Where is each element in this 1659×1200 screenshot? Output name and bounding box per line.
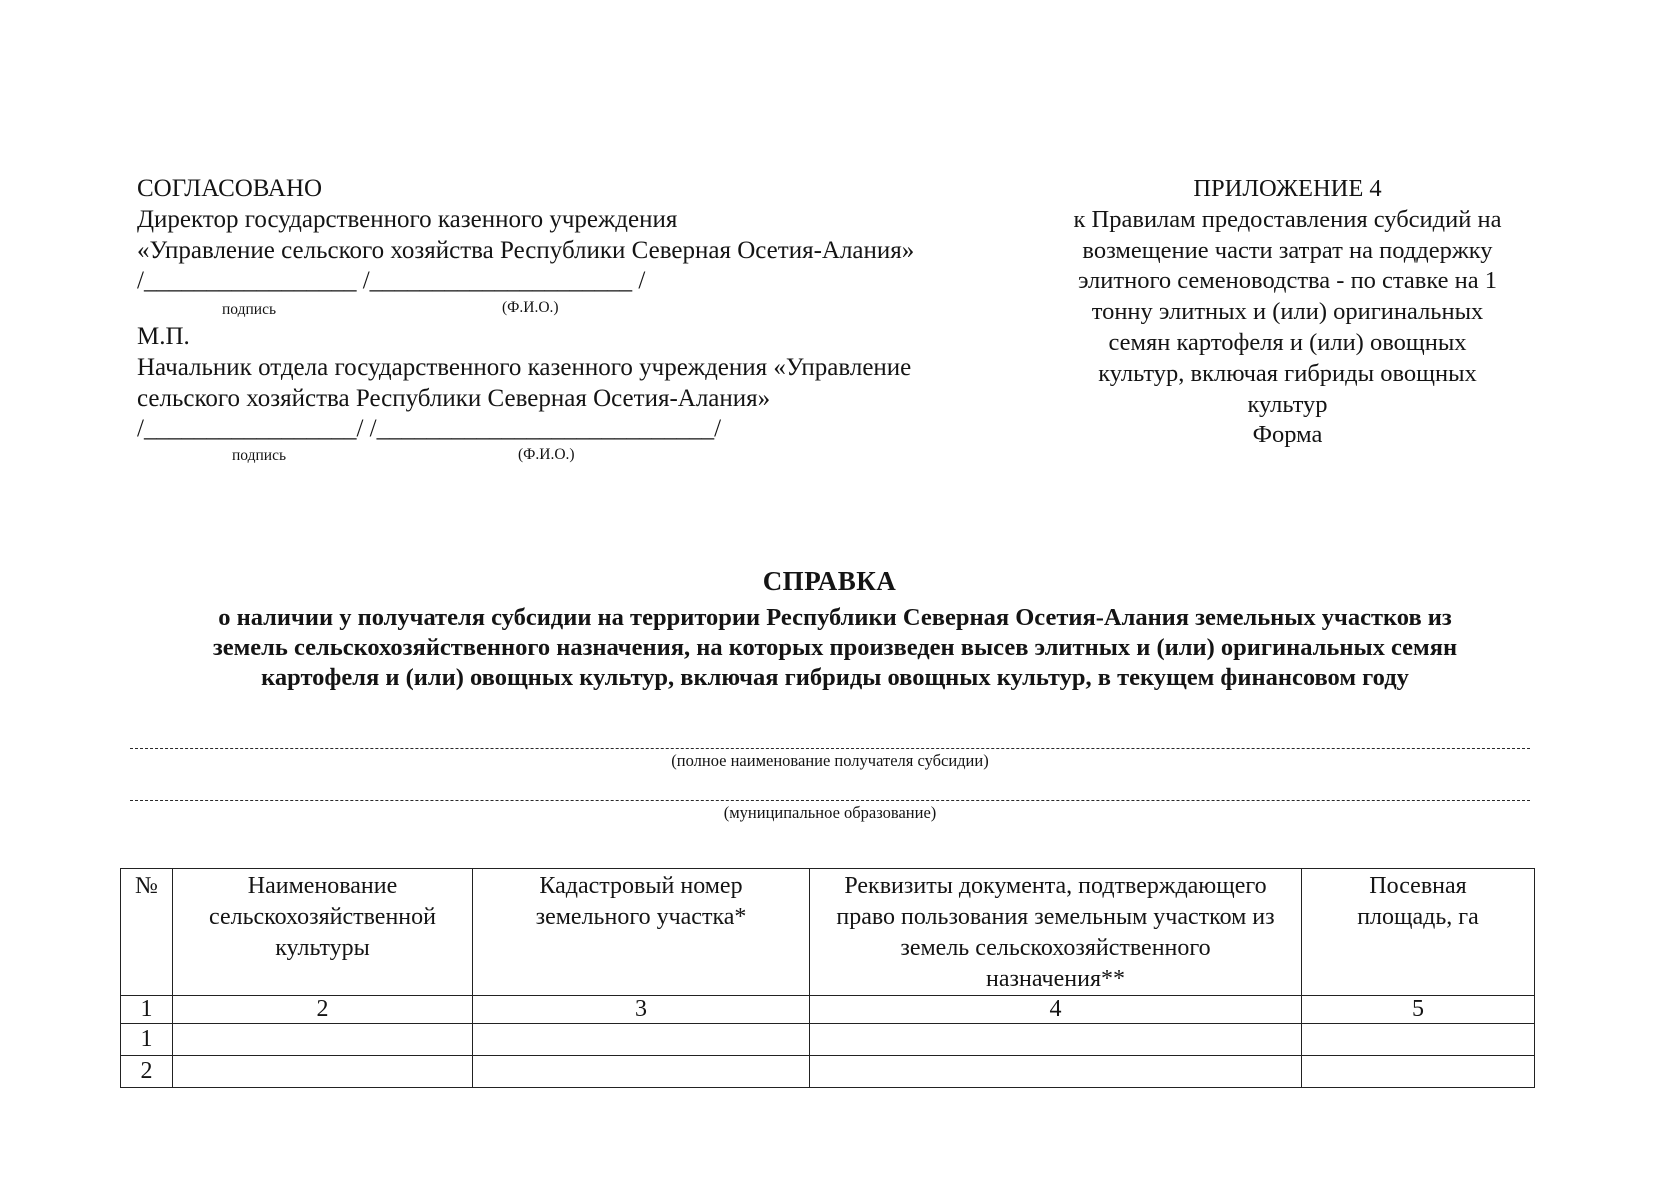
- appendix-line: семян картофеля и (или) овощных: [1108, 328, 1467, 356]
- appendix-line: культур, включая гибриды овощных: [1098, 359, 1477, 387]
- appendix-line: тонну элитных и (или) оригинальных: [1091, 298, 1484, 326]
- subtitle-line: о наличии у получателя субсидии на территории Республики Северная Осетия-Алания земельных участков из: [218, 604, 1452, 631]
- header-culture: Наименование сельскохозяйственной культуры: [173, 869, 473, 996]
- table-row: [121, 1024, 1535, 1056]
- approval-heading: СОГЛАСОВАНО: [137, 175, 323, 202]
- stamp-label: М.П.: [137, 323, 190, 350]
- director-signature-caption: подпись: [222, 301, 277, 318]
- director-signature-line: /_________________ /_____________________ /: [137, 267, 646, 294]
- appendix-line: элитного семеноводства - по ставке на 1: [1077, 267, 1498, 295]
- column-number: 5: [1302, 996, 1535, 1024]
- area-cell[interactable]: [1302, 1056, 1535, 1088]
- document-cell[interactable]: [810, 1024, 1302, 1056]
- header-cadastral-number: Кадастровый номер земельного участка*: [473, 869, 810, 996]
- culture-cell[interactable]: [173, 1056, 473, 1088]
- appendix-title: ПРИЛОЖЕНИЕ 4: [1193, 175, 1382, 202]
- appendix-line: культур: [1247, 390, 1328, 418]
- department-head-fio-caption: (Ф.И.О.): [518, 446, 575, 463]
- column-number: 3: [473, 996, 810, 1024]
- header-land-document: Реквизиты документа, подтверждающего право пользования земельным участком из земель сельскохозяйственного назначения**: [810, 869, 1302, 996]
- culture-cell[interactable]: [173, 1024, 473, 1056]
- subtitle-line: земель сельскохозяйственного назначения, на которых произведен высев элитных и (или) оригинальных семян: [212, 634, 1458, 661]
- recipient-name-line[interactable]: [130, 748, 1530, 749]
- area-cell[interactable]: [1302, 1024, 1535, 1056]
- column-number: 4: [810, 996, 1302, 1024]
- director-title-line1: Директор государственного казенного учреждения: [137, 206, 678, 233]
- header-sown-area: Посевная площадь, га: [1302, 869, 1535, 996]
- document-title: СПРАВКА: [762, 566, 897, 596]
- column-number-row: [121, 996, 1535, 1024]
- form-label: Форма: [1252, 421, 1323, 449]
- table-header-row: [121, 869, 1535, 996]
- table-row: [121, 1056, 1535, 1088]
- municipality-caption: (муниципальное образование): [723, 803, 937, 822]
- appendix-line: возмещение части затрат на поддержку: [1082, 236, 1493, 264]
- recipient-name-caption: (полное наименование получателя субсидии): [671, 751, 989, 770]
- cadastral-cell[interactable]: [473, 1056, 810, 1088]
- column-number: 2: [173, 996, 473, 1024]
- row-number: 2: [121, 1056, 173, 1088]
- appendix-block: [1010, 174, 1565, 451]
- department-head-signature-caption: подпись: [232, 447, 287, 464]
- director-title-line2: «Управление сельского хозяйства Республики Северная Осетия-Алания»: [137, 237, 915, 264]
- cadastral-cell[interactable]: [473, 1024, 810, 1056]
- department-head-signature-line: /_________________/ /___________________________/: [137, 415, 722, 442]
- plots-table: [120, 868, 1535, 1088]
- director-fio-caption: (Ф.И.О.): [502, 299, 559, 316]
- appendix-line: к Правилам предоставления субсидий на: [1073, 205, 1502, 233]
- header-number: №: [121, 869, 173, 996]
- row-number: 1: [121, 1024, 173, 1056]
- document-cell[interactable]: [810, 1056, 1302, 1088]
- department-head-line2: сельского хозяйства Республики Северная Осетия-Алания»: [137, 385, 771, 412]
- municipality-line[interactable]: [130, 800, 1530, 801]
- subtitle-line: картофеля и (или) овощных культур, включая гибриды овощных культур, в текущем финансовом году: [261, 664, 1409, 691]
- column-number: 1: [121, 996, 173, 1024]
- department-head-line1: Начальник отдела государственного казенного учреждения «Управление: [137, 354, 912, 381]
- document-subtitle: [110, 603, 1560, 693]
